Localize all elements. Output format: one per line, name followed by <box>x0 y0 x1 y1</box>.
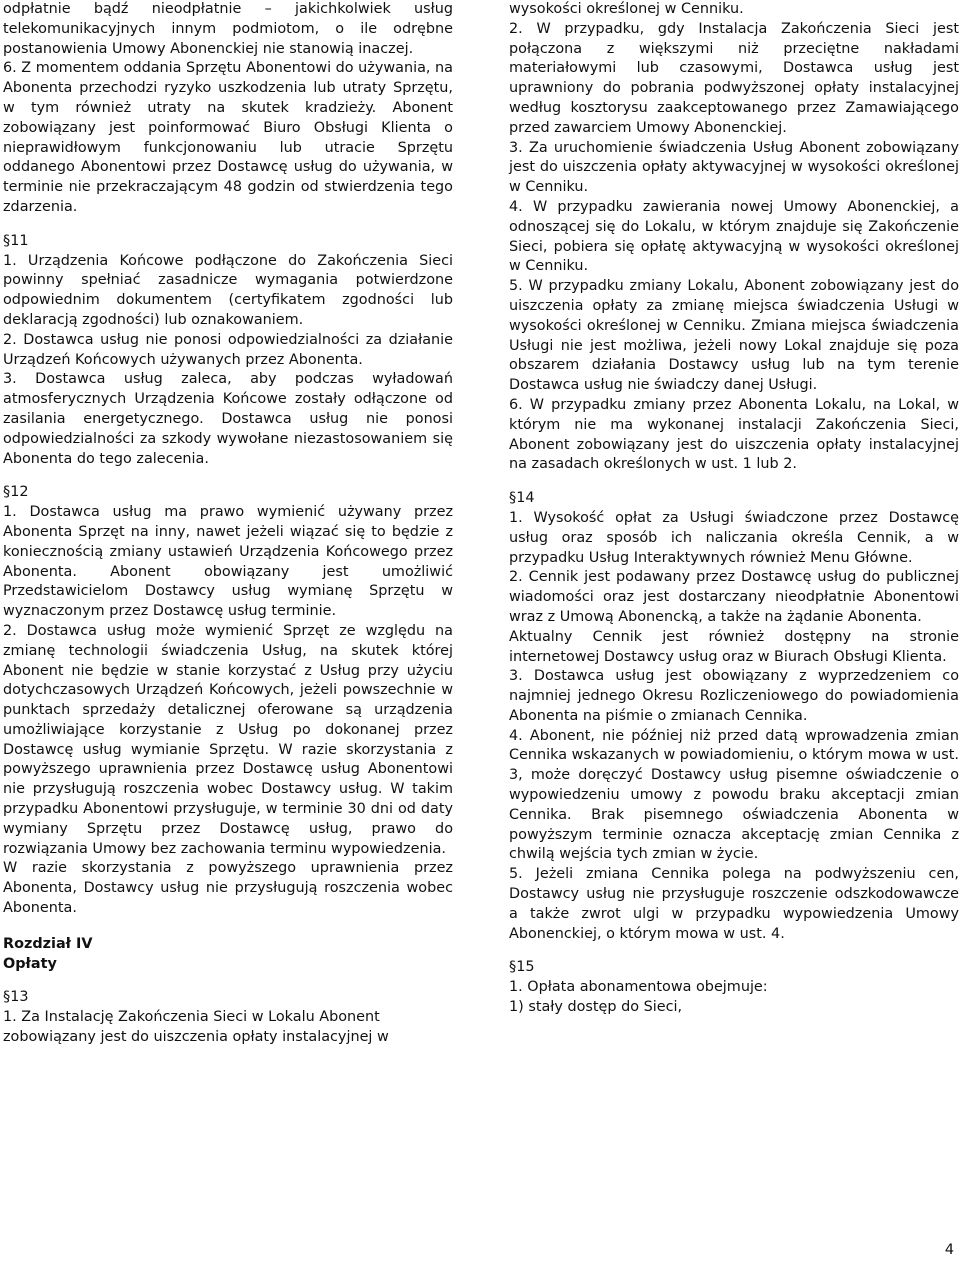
paragraph: 3. Za uruchomienie świadczenia Usług Abonent zobowiązany jest do uiszczenia opłaty aktywacyjnej w wysokości określonej w Cenniku. <box>509 139 959 196</box>
paragraph: wysokości określonej w Cenniku. <box>509 1 744 17</box>
paragraph: W razie skorzystania z powyższego uprawnienia przez Abonenta, Dostawcy usług nie przysługują roszczenia wobec Abonenta. <box>3 860 453 917</box>
paragraph: Aktualny Cennik jest również dostępny na stronie internetowej Dostawcy usług oraz w Biurach Obsługi Klienta. <box>509 628 959 665</box>
paragraph: 1. Urządzenia Końcowe podłączone do Zakończenia Sieci powinny spełniać zasadnicze wymagania potwierdzone odpowiednim dokumentem (certyfikatem zgodności lub deklaracją zgodności) lub oznakowaniem. <box>3 252 453 328</box>
paragraph: 1. Opłata abonamentowa obejmuje: <box>509 979 768 996</box>
section-marker: §15 <box>509 959 535 976</box>
paragraph: 1. Wysokość opłat za Usługi świadczone przez Dostawcę usług oraz sposób ich naliczania określa Cennik, a w przypadku Usług Interaktywnych również Menu Główne. <box>509 509 959 566</box>
section-marker: §12 <box>3 484 29 501</box>
paragraph: 4. Abonent, nie później niż przed datą wprowadzenia zmian Cennika wskazanych w powiadomieniu, o którym mowa w ust. 3, może doręczyć Dostawcy usług pisemne oświadczenie o wypowiedzeniu umowy z powodu braku akceptacji zmian Cennika. Brak pisemnego oświadczenia Abonenta w powyższym terminie oznacza akceptację zmian Cennika z chwilą wejścia tych zmian w życie. <box>509 727 959 863</box>
left-column <box>3 0 453 1048</box>
paragraph: 5. Jeżeli zmiana Cennika polega na podwyższeniu cen, Dostawcy usług nie przysługuje roszczenie odszkodowawcze a także zwrot ulgi w przypadku wypowiedzenia Umowy Abonenckiej, o którym mowa w ust. 4. <box>509 866 959 942</box>
section-marker: §13 <box>3 989 29 1006</box>
paragraph: 2. Cennik jest podawany przez Dostawcę usług do publicznej wiadomości oraz jest dostarczany nieodpłatnie Abonentowi wraz z Umową Abonencką, a także na żądanie Abonenta. <box>509 569 959 625</box>
paragraph: 2. Dostawca usług nie ponosi odpowiedzialności za działanie Urządzeń Końcowych używanych przez Abonenta. <box>3 331 453 368</box>
paragraph: 3. Dostawca usług zaleca, aby podczas wyładowań atmosferycznych Urządzenia Końcowe zostały odłączone od zasilania energetycznego. Dostawca usług nie ponosi odpowiedzialności za szkody wywołane niezastosowaniem się Abonenta do tego zalecenia. <box>3 371 453 467</box>
right-column <box>509 0 959 1018</box>
paragraph: 6. Z momentem oddania Sprzętu Abonentowi do używania, na Abonenta przechodzi ryzyko uszkodzenia lub utraty Sprzętu, w tym również utraty na skutek kradzieży. Abonent zobowiązany jest poinformować Biuro Obsługi Klienta o nieprawidłowym funkcjonowaniu lub utracie Sprzętu oddanego Abonentowi przez Dostawcę usług do używania, w terminie nie przekraczającym 48 godzin od stwierdzenia tego zdarzenia. <box>3 60 453 215</box>
chapter-title: Opłaty <box>3 955 57 972</box>
page-number: 4 <box>944 1242 954 1258</box>
paragraph: 2. Dostawca usług może wymienić Sprzęt ze względu na zmianę technologii świadczenia Usług, na skutek której Abonent nie będzie w stanie korzystać z Usług przy użyciu dotychczasowych Urządzeń Końcowych, jeżeli powszechnie w punktach sprzedaży detalicznej oferowane są urządzenia umożliwiające korzystanie z Usług po dokonanej przez Dostawcę usług wymianie Sprzętu. W razie skorzystania z powyższego uprawnienia przez Dostawcę usług Abonentowi nie przysługują roszczenia wobec Dostawcy usług. W takim przypadku Abonentowi przysługuje, w terminie 30 dni od daty wymiany Sprzętu przez Dostawcę usług, prawo do rozwiązania Umowy bez zachowania terminu wypowiedzenia. <box>3 622 453 857</box>
paragraph: odpłatnie bądź nieodpłatnie – jakichkolwiek usług telekomunikacyjnych innym podmiotom, o ile odrębne postanowienia Umowy Abonenckiej nie stanowią inaczej. <box>3 1 453 57</box>
paragraph: 1. Dostawca usług ma prawo wymienić używany przez Abonenta Sprzęt na inny, nawet jeżeli wiązać się to będzie z koniecznością zmiany ustawień Urządzenia Końcowego przez Abonenta. Abonent obowiązany jest umożliwić Przedstawicielom Dostawcy usług wymianę Sprzętu w wyznaczonym przez Dostawcę usług terminie. <box>3 504 453 620</box>
paragraph: 5. W przypadku zmiany Lokalu, Abonent zobowiązany jest do uiszczenia opłaty za zmianę miejsca świadczenia Usługi w wysokości określonej w Cenniku. Zmiana miejsca świadczenia Usługi nie jest możliwa, jeżeli nowy Lokal znajduje się poza obszarem działania Dostawcy usług lub na tym terenie Dostawca usług nie świadczy danej Usługi. <box>509 278 959 394</box>
paragraph: 2. W przypadku, gdy Instalacja Zakończenia Sieci jest połączona z większymi niż przeciętne nakładami materiałowymi lub czasowymi, Dostawca usług jest uprawniony do pobrania podwyższonej opłaty instalacyjnej według kosztorysu zaakceptowanego przez Zamawiającego przed zawarciem Umowy Abonenckiej. <box>509 20 959 136</box>
section-marker: §14 <box>509 490 535 507</box>
section-marker: §11 <box>3 232 29 249</box>
paragraph: 1. Za Instalację Zakończenia Sieci w Lokalu Abonent zobowiązany jest do uiszczenia opłaty instalacyjnej w <box>3 1009 389 1046</box>
chapter-heading: Rozdział IV <box>3 935 93 952</box>
paragraph: 1) stały dostęp do Sieci, <box>509 999 683 1016</box>
paragraph: 3. Dostawca usług jest obowiązany z wyprzedzeniem co najmniej jednego Okresu Rozliczeniowego do powiadomienia Abonenta na piśmie o zmianach Cennika. <box>509 668 959 724</box>
paragraph: 4. W przypadku zawierania nowej Umowy Abonenckiej, a odnoszącej się do Lokalu, w którym znajduje się Zakończenie Sieci, pobiera się opłatę aktywacyjną w wysokości określonej w Cenniku. <box>509 198 959 275</box>
paragraph: 6. W przypadku zmiany przez Abonenta Lokalu, na Lokal, w którym nie ma wykonanej instalacji Zakończenia Sieci, Abonent zobowiązany jest do uiszczenia opłaty instalacyjnej na zasadach określonych w ust. 1 lub 2. <box>509 396 959 473</box>
